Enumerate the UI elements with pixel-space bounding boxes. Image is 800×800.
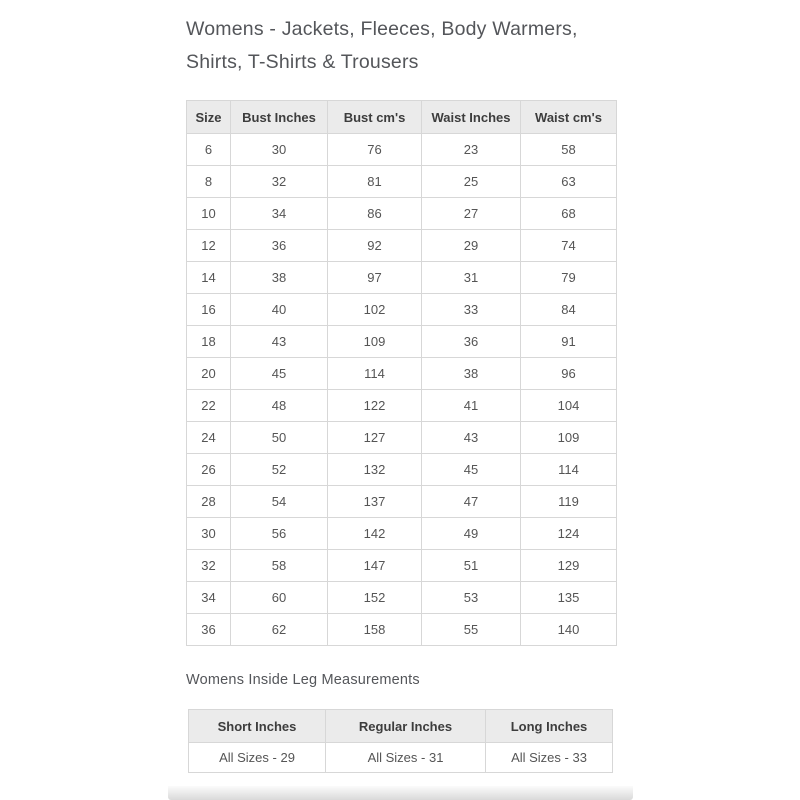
table-cell: 34 <box>231 198 328 230</box>
table-row <box>187 326 617 358</box>
table-cell: 33 <box>422 294 521 326</box>
table-cell: 92 <box>328 230 422 262</box>
table-cell: 30 <box>231 134 328 166</box>
table-cell: 122 <box>328 390 422 422</box>
table-cell: 31 <box>422 262 521 294</box>
column-header: Size <box>187 101 231 134</box>
table-cell: 142 <box>328 518 422 550</box>
inside-leg-table-head <box>189 710 613 743</box>
table-cell: 12 <box>187 230 231 262</box>
inside-leg-table-body <box>189 743 613 773</box>
column-header: Long Inches <box>486 710 613 743</box>
table-row <box>189 743 613 773</box>
page-title <box>186 13 616 79</box>
table-cell: All Sizes - 29 <box>189 743 326 773</box>
table-cell: 147 <box>328 550 422 582</box>
table-cell: 28 <box>187 486 231 518</box>
table-row <box>187 486 617 518</box>
column-header: Regular Inches <box>326 710 486 743</box>
table-cell: 124 <box>521 518 617 550</box>
table-cell: 45 <box>422 454 521 486</box>
table-cell: 127 <box>328 422 422 454</box>
table-cell: 36 <box>231 230 328 262</box>
table-cell: 104 <box>521 390 617 422</box>
table-cell: All Sizes - 33 <box>486 743 613 773</box>
table-cell: 114 <box>328 358 422 390</box>
header-row <box>189 710 613 743</box>
table-row <box>187 230 617 262</box>
table-cell: 58 <box>231 550 328 582</box>
inside-leg-table <box>188 709 613 773</box>
table-cell: 30 <box>187 518 231 550</box>
table-cell: 84 <box>521 294 617 326</box>
column-header: Waist cm's <box>521 101 617 134</box>
table-row <box>187 358 617 390</box>
table-cell: 54 <box>231 486 328 518</box>
size-chart-table-head <box>187 101 617 134</box>
table-cell: 16 <box>187 294 231 326</box>
size-chart-table <box>186 100 617 646</box>
table-cell: 76 <box>328 134 422 166</box>
table-row <box>187 422 617 454</box>
table-cell: 81 <box>328 166 422 198</box>
table-cell: 32 <box>187 550 231 582</box>
table-cell: 91 <box>521 326 617 358</box>
table-cell: 79 <box>521 262 617 294</box>
table-cell: 129 <box>521 550 617 582</box>
table-cell: 45 <box>231 358 328 390</box>
column-header: Bust Inches <box>231 101 328 134</box>
table-cell: 86 <box>328 198 422 230</box>
table-row <box>187 262 617 294</box>
table-cell: 34 <box>187 582 231 614</box>
table-cell: 38 <box>422 358 521 390</box>
table-cell: 10 <box>187 198 231 230</box>
column-header: Bust cm's <box>328 101 422 134</box>
table-cell: 63 <box>521 166 617 198</box>
table-cell: 97 <box>328 262 422 294</box>
table-cell: 23 <box>422 134 521 166</box>
table-cell: 49 <box>422 518 521 550</box>
table-cell: 109 <box>521 422 617 454</box>
table-cell: 60 <box>231 582 328 614</box>
table-cell: 50 <box>231 422 328 454</box>
table-cell: All Sizes - 31 <box>326 743 486 773</box>
table-row <box>187 198 617 230</box>
table-cell: 137 <box>328 486 422 518</box>
table-cell: 102 <box>328 294 422 326</box>
table-cell: 40 <box>231 294 328 326</box>
size-guide-content <box>186 0 616 773</box>
table-cell: 135 <box>521 582 617 614</box>
table-row <box>187 390 617 422</box>
column-header: Waist Inches <box>422 101 521 134</box>
content-bottom-shadow <box>168 786 633 800</box>
table-row <box>187 614 617 646</box>
table-cell: 74 <box>521 230 617 262</box>
page-title-line-2: Shirts, T-Shirts & Trousers <box>186 51 419 73</box>
table-cell: 55 <box>422 614 521 646</box>
table-cell: 114 <box>521 454 617 486</box>
table-cell: 152 <box>328 582 422 614</box>
table-cell: 27 <box>422 198 521 230</box>
size-chart-table-body <box>187 134 617 646</box>
table-cell: 14 <box>187 262 231 294</box>
table-cell: 25 <box>422 166 521 198</box>
table-cell: 43 <box>231 326 328 358</box>
table-row <box>187 294 617 326</box>
table-cell: 58 <box>521 134 617 166</box>
table-row <box>187 454 617 486</box>
table-cell: 22 <box>187 390 231 422</box>
table-cell: 119 <box>521 486 617 518</box>
column-header: Short Inches <box>189 710 326 743</box>
table-cell: 36 <box>187 614 231 646</box>
table-cell: 132 <box>328 454 422 486</box>
table-cell: 38 <box>231 262 328 294</box>
table-cell: 62 <box>231 614 328 646</box>
table-cell: 52 <box>231 454 328 486</box>
table-cell: 20 <box>187 358 231 390</box>
table-row <box>187 134 617 166</box>
table-cell: 6 <box>187 134 231 166</box>
table-cell: 29 <box>422 230 521 262</box>
page-title-line-1: Womens - Jackets, Fleeces, Body Warmers, <box>186 18 578 40</box>
table-cell: 24 <box>187 422 231 454</box>
table-row <box>187 518 617 550</box>
table-row <box>187 582 617 614</box>
table-row <box>187 166 617 198</box>
table-cell: 36 <box>422 326 521 358</box>
table-row <box>187 550 617 582</box>
table-cell: 47 <box>422 486 521 518</box>
table-cell: 41 <box>422 390 521 422</box>
table-cell: 43 <box>422 422 521 454</box>
table-cell: 140 <box>521 614 617 646</box>
table-cell: 51 <box>422 550 521 582</box>
inside-leg-heading: Womens Inside Leg Measurements <box>186 672 420 688</box>
table-cell: 109 <box>328 326 422 358</box>
table-cell: 8 <box>187 166 231 198</box>
table-cell: 53 <box>422 582 521 614</box>
table-cell: 26 <box>187 454 231 486</box>
table-cell: 48 <box>231 390 328 422</box>
table-cell: 56 <box>231 518 328 550</box>
table-cell: 18 <box>187 326 231 358</box>
table-cell: 158 <box>328 614 422 646</box>
table-cell: 96 <box>521 358 617 390</box>
table-cell: 68 <box>521 198 617 230</box>
table-cell: 32 <box>231 166 328 198</box>
header-row <box>187 101 617 134</box>
